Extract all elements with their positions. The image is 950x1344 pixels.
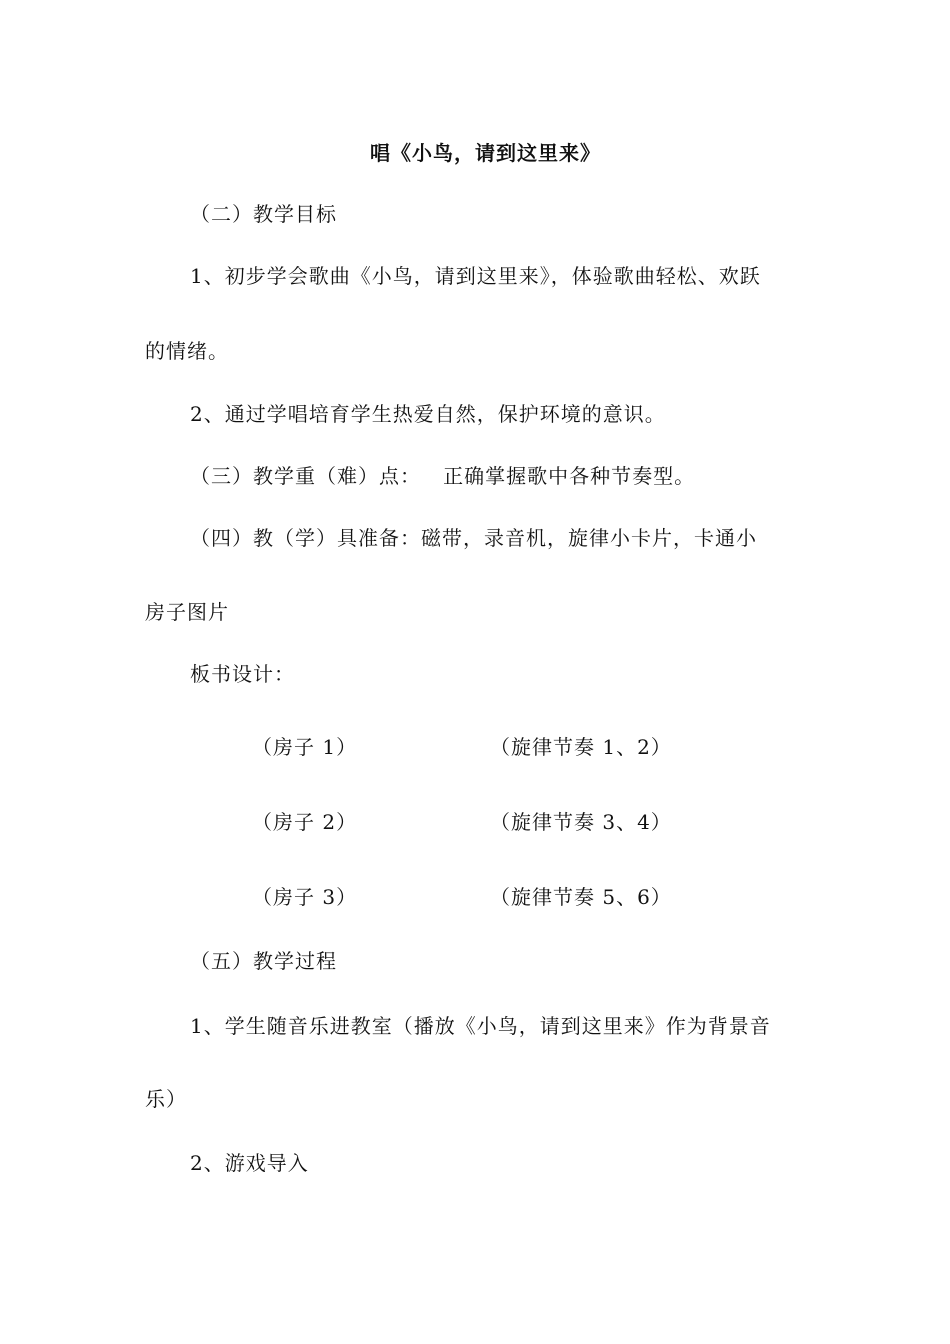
board-row: [0, 883, 950, 911]
document-title: 唱《小鸟，请到这里来》: [370, 141, 601, 165]
section-4-line-2: 房子图片: [145, 600, 229, 624]
board-rhythm-label: （旋律节奏 1、2）: [490, 735, 672, 759]
board-house-label: （房子 3）: [252, 885, 358, 909]
board-house-label: （房子 1）: [252, 735, 358, 759]
section-5-heading: （五）教学过程: [190, 949, 337, 973]
board-rhythm-label: （旋律节奏 5、6）: [490, 885, 672, 909]
step-1-line-2: 乐）: [145, 1087, 187, 1111]
board-design-heading: 板书设计：: [190, 662, 295, 686]
board-row: [0, 808, 950, 836]
step-2: 2、游戏导入: [190, 1151, 309, 1175]
section-3-key-points: （三）教学重（难）点： 正确掌握歌中各种节奏型。: [190, 464, 696, 488]
board-rhythm-label: （旋律节奏 3、4）: [490, 810, 672, 834]
board-house-label: （房子 2）: [252, 810, 358, 834]
board-row: [0, 733, 950, 761]
objective-1-line-1: 1、初步学会歌曲《小鸟，请到这里来》，体验歌曲轻松、欢跃: [190, 264, 761, 288]
objective-1-line-2: 的情绪。: [145, 339, 229, 363]
step-1-line-1: 1、学生随音乐进教室（播放《小鸟，请到这里来》作为背景音: [190, 1014, 771, 1038]
section-2-heading: （二）教学目标: [190, 202, 337, 226]
section-4-line-1: （四）教（学）具准备：磁带，录音机，旋律小卡片，卡通小: [190, 526, 757, 550]
objective-2: 2、通过学唱培育学生热爱自然，保护环境的意识。: [190, 402, 666, 426]
